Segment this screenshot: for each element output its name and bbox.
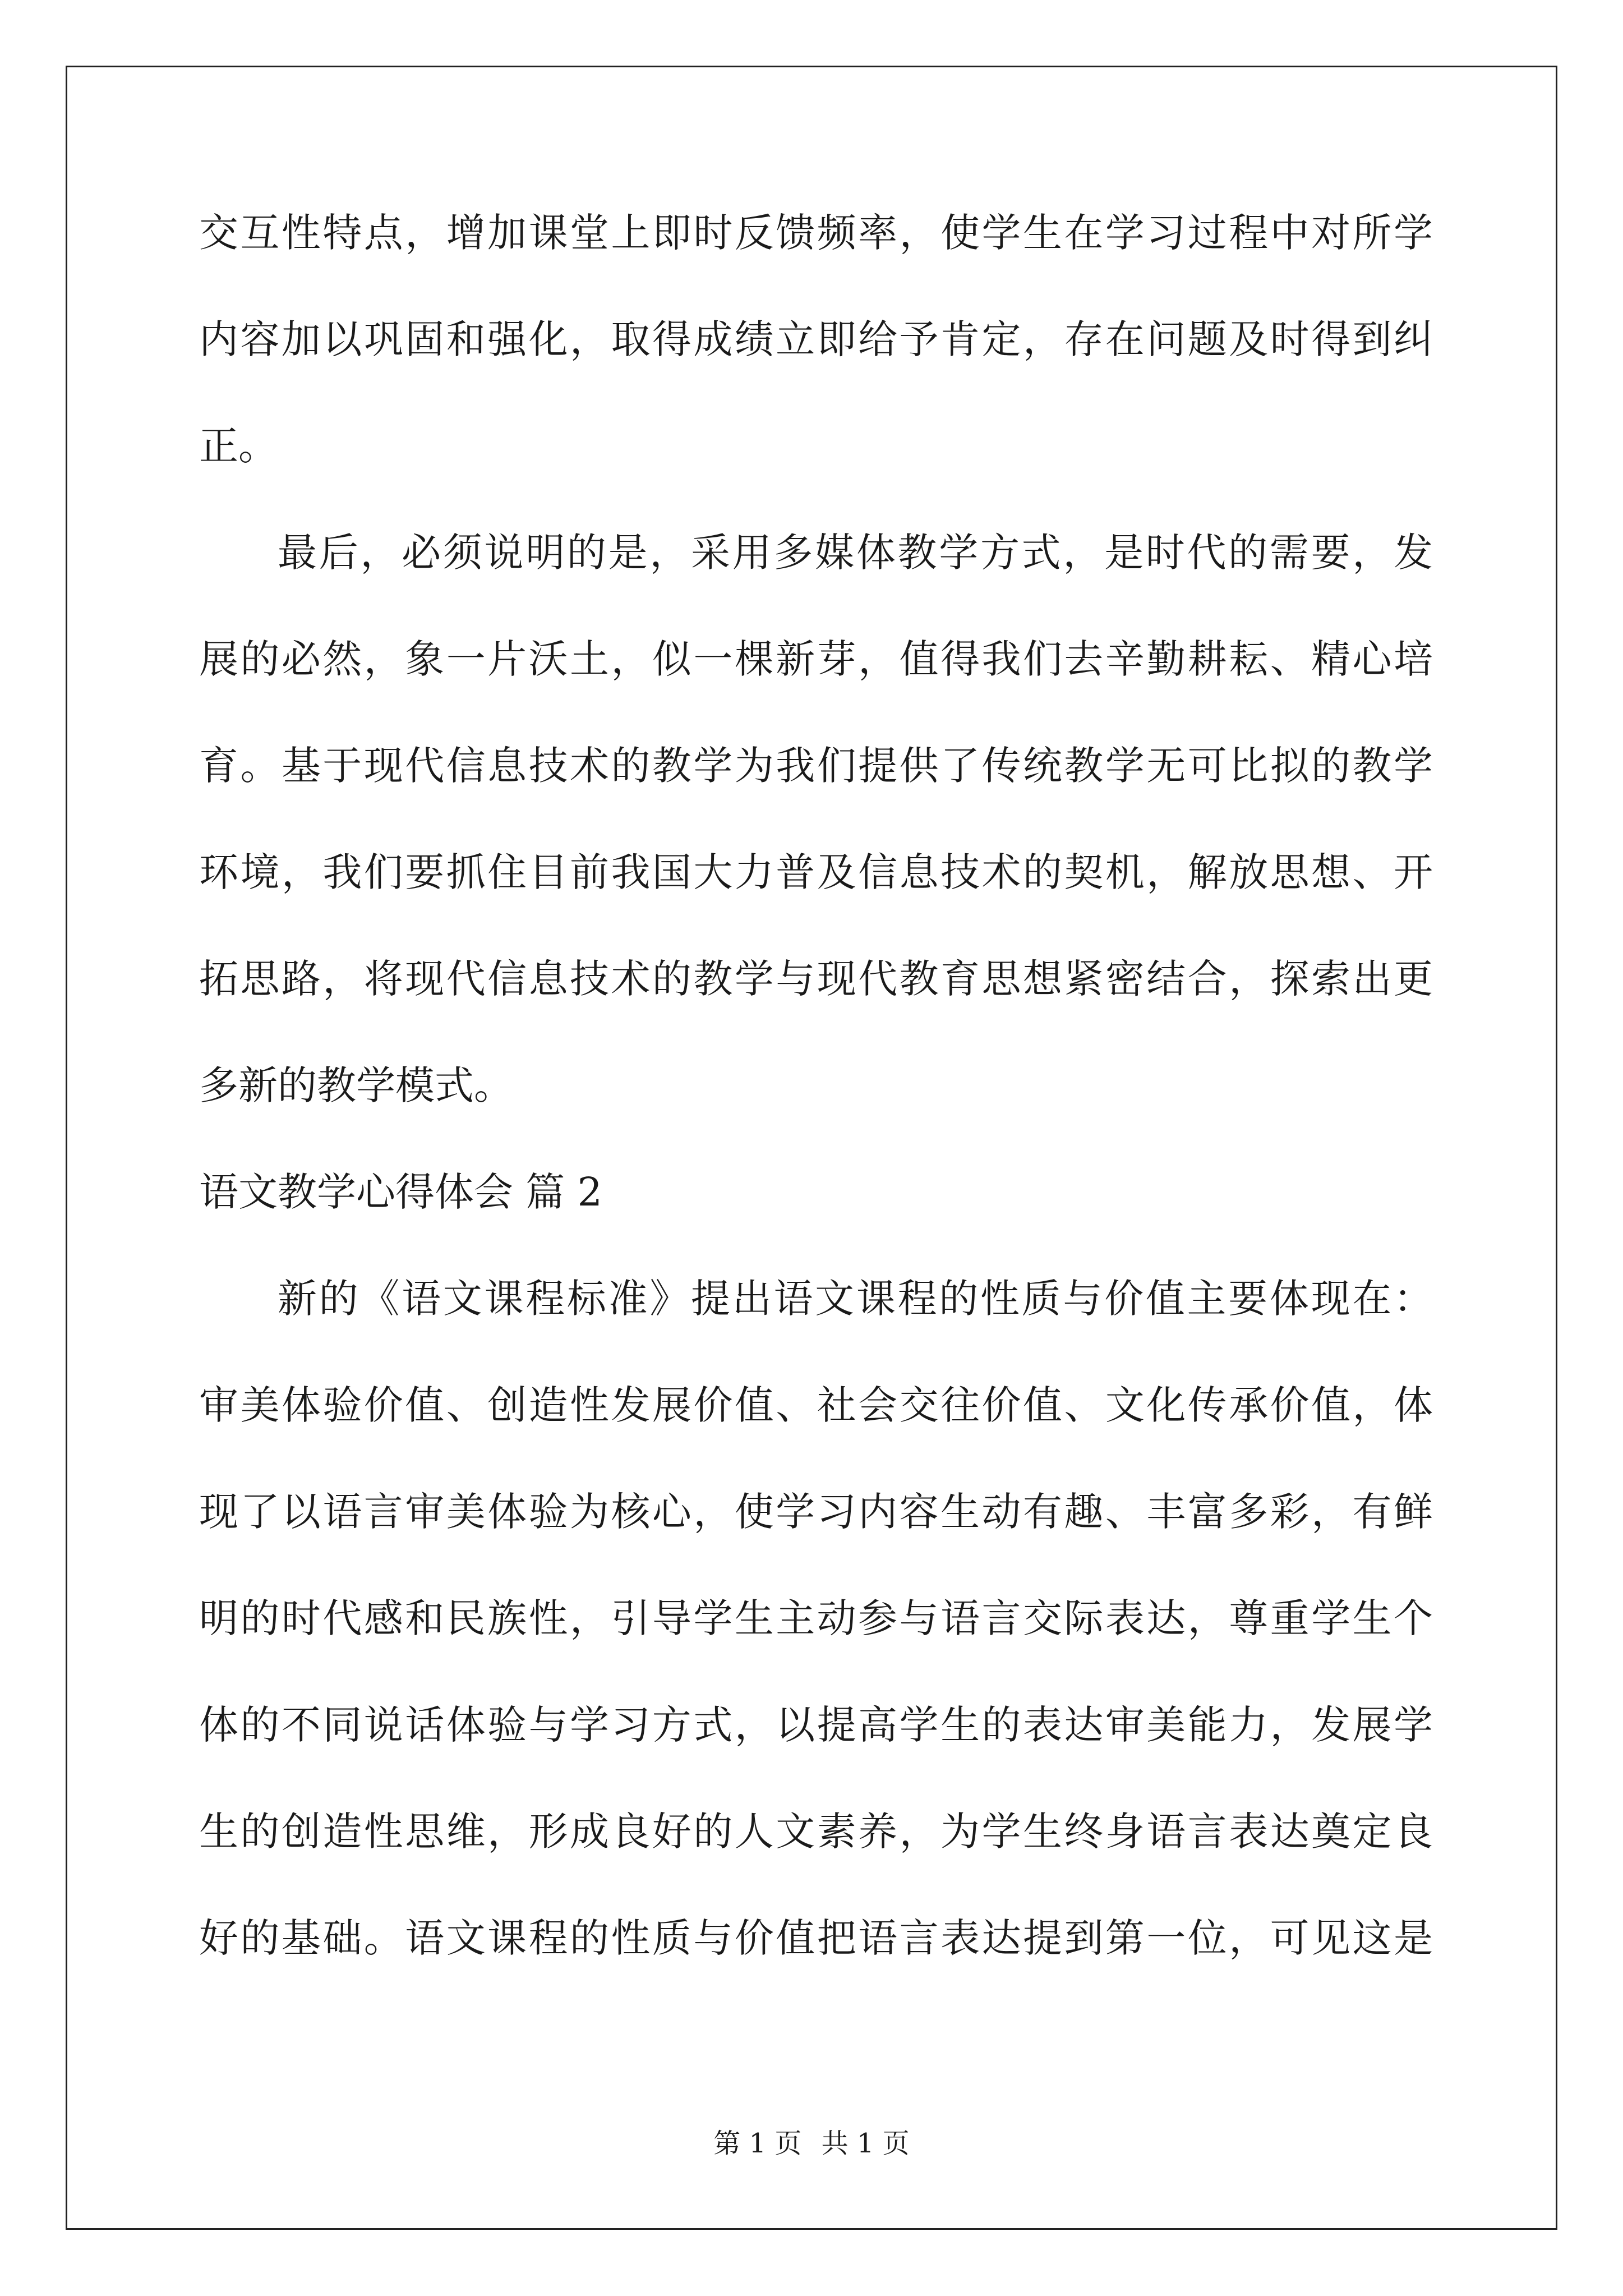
text-line: 体的不同说话体验与学习方式，以提高学生的表达审美能力，发展学 [199, 1702, 1433, 1748]
text-line: 展的必然，象一片沃土，似一棵新芽，值得我们去辛勤耕耘、精心培 [199, 636, 1433, 682]
text-line: 育。基于现代信息技术的教学为我们提供了传统教学无可比拟的教学 [199, 743, 1433, 789]
document-body [199, 210, 1433, 2025]
text-line: 多新的教学模式。 [199, 1062, 513, 1108]
paragraph-first-line: 最后，必须说明的是，采用多媒体教学方式，是时代的需要，发 [278, 530, 1433, 576]
text-line: 内容加以巩固和强化，取得成绩立即给予肯定，存在问题及时得到纠 [199, 316, 1433, 362]
page-number-current: 第 1 页 [713, 2128, 802, 2159]
page-footer [0, 2122, 1623, 2160]
text-line: 拓思路，将现代信息技术的教学与现代教育思想紧密结合，探索出更 [199, 956, 1433, 1002]
text-line: 现了以语言审美体验为核心，使学习内容生动有趣、丰富多彩，有鲜 [199, 1489, 1433, 1535]
page-number-total: 共 1 页 [821, 2128, 910, 2159]
text-line: 好的基础。语文课程的性质与价值把语言表达提到第一位，可见这是 [199, 1915, 1433, 1961]
text-line: 明的时代感和民族性，引导学生主动参与语言交际表达，尊重学生个 [199, 1595, 1433, 1641]
text-line: 正。 [199, 423, 278, 469]
paragraph-first-line: 新的《语文课程标准》提出语文课程的性质与价值主要体现在： [278, 1276, 1433, 1322]
text-line: 交互性特点，增加课堂上即时反馈频率，使学生在学习过程中对所学 [199, 210, 1433, 256]
section-heading: 语文教学心得体会 篇 2 [199, 1169, 603, 1215]
text-line: 审美体验价值、创造性发展价值、社会交往价值、文化传承价值，体 [199, 1382, 1433, 1428]
text-line: 环境，我们要抓住目前我国大力普及信息技术的契机，解放思想、开 [199, 849, 1433, 895]
text-line: 生的创造性思维，形成良好的人文素养，为学生终身语言表达奠定良 [199, 1809, 1433, 1855]
